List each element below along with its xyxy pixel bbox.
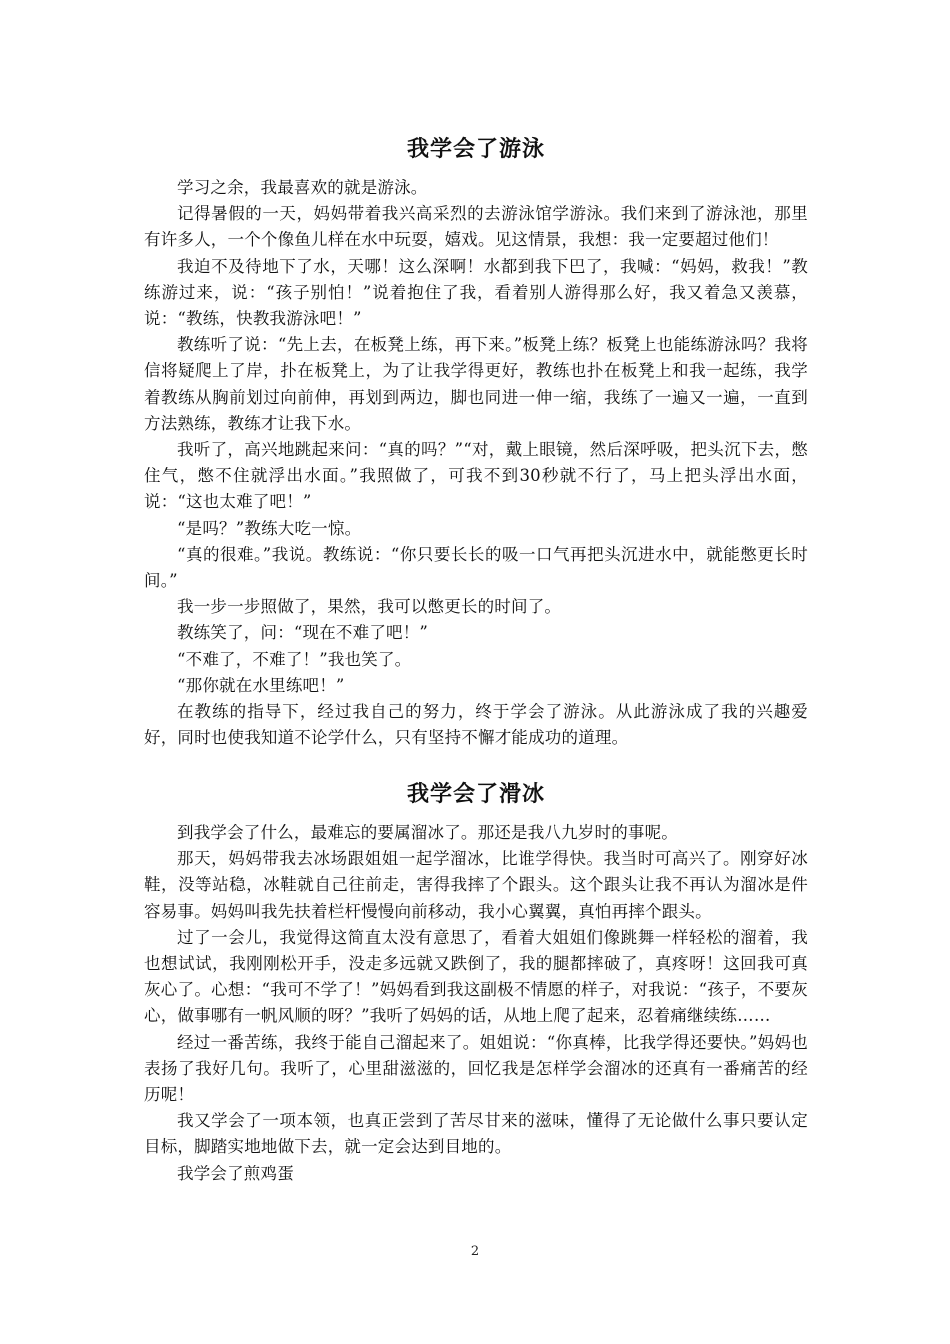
paragraph: 教练笑了，问：“现在不难了吧！” [177,623,429,643]
paragraph: 记得暑假的一天，妈妈带着我兴高采烈的去游泳馆学游泳。我们来到了游泳池，那里有许多人，一个个像鱼儿样在水中玩耍，嬉戏。见这情景，我想：我一定要超过他们！ [144,204,808,250]
paragraph: “不难了，不难了！”我也笑了。 [177,649,412,669]
essay-title: 我学会了游泳 [406,137,545,162]
paragraph: 我听了，高兴地跳起来问：“真的吗？”“对，戴上眼镜，然后深呼吸，把头沉下去，憋住气，憋不住就浮出水面。”我照做了，可我不到30秒就不行了，马上把头浮出水面，说：“这也太难了吧！” [144,440,808,512]
paragraph: 教练听了说：“先上去，在板凳上练，再下来。”板凳上练？板凳上也能练游泳吗？我将信将疑爬上了岸，扑在板凳上，为了让我学得更好，教练也扑在板凳上和我一起练，我学着教练从胸前划过向前伸，再划到两边，脚也同进一伸一缩，我练了一遍又一遍，一直到方法熟练，教练才让我下水。 [144,335,808,433]
essay-swimming [144,133,808,751]
paragraph: 我一步一步照做了，果然，我可以憋更长的时间了。 [177,597,562,617]
paragraph: 经过一番苦练，我终于能自己溜起来了。姐姐说：“你真棒，比我学得还要快。”妈妈也表扬了我好几句。我听了，心里甜滋滋的，回忆我是怎样学会溜冰的还真有一番痛苦的经历呢！ [144,1032,808,1105]
essay-title: 我学会了滑冰 [406,782,545,807]
paragraph: 过了一会儿，我觉得这简直太没有意思了，看着大姐姐们像跳舞一样轻松的溜着，我也想试试，我刚刚松开手，没走多远就又跌倒了，我的腿都摔破了，真疼呀！这回我可真灰心了。心想：“我可不学了！”妈妈看到我这副极不情愿的样子，对我说：“孩子，不要灰心，做事哪有一帆风顺的呀？”我听了妈妈的话，从地上爬了起来，忍着痛继续练…… [144,927,808,1026]
paragraph: “那你就在水里练吧！” [177,675,345,695]
paragraph: 在教练的指导下，经过我自己的努力，终于学会了游泳。从此游泳成了我的兴趣爱好，同时也使我知道不论学什么，只有坚持不懈才能成功的道理。 [144,702,808,748]
paragraph: 我学会了煎鸡蛋 [177,1163,294,1183]
page-number: 2 [470,1244,480,1259]
paragraph: 我又学会了一项本领，也真正尝到了苦尽甘来的滋味，懂得了无论做什么事只要认定目标，脚踏实地地做下去，就一定会达到目地的。 [144,1111,808,1157]
paragraph: 我迫不及待地下了水，天哪！这么深啊！水都到我下巴了，我喊：“妈妈，救我！”教练游过来，说：“孩子别怕！”说着抱住了我，看着别人游得那么好，我又着急又羡慕，说：“教练，快教我游泳吧！” [144,256,808,329]
essay-skating [144,778,808,1187]
paragraph: “真的很难。”我说。教练说：“你只要长长的吸一口气再把头沉进水中，就能憋更长时间。” [144,544,808,591]
paragraph: 到我学会了什么，最难忘的要属溜冰了。那还是我八九岁时的事呢。 [177,823,678,842]
paragraph: “是吗？”教练大吃一惊。 [177,518,362,538]
paragraph: 那天，妈妈带我去冰场跟姐姐一起学溜冰，比谁学得快。我当时可高兴了。刚穿好冰鞋，没等站稳，冰鞋就自己往前走，害得我摔了个跟头。这个跟头让我不再认为溜冰是件容易事。妈妈叫我先扶着栏杆慢慢向前移动，我小心翼翼，真怕再摔个跟头。 [144,849,808,921]
paragraph: 学习之余，我最喜欢的就是游泳。 [177,178,428,197]
